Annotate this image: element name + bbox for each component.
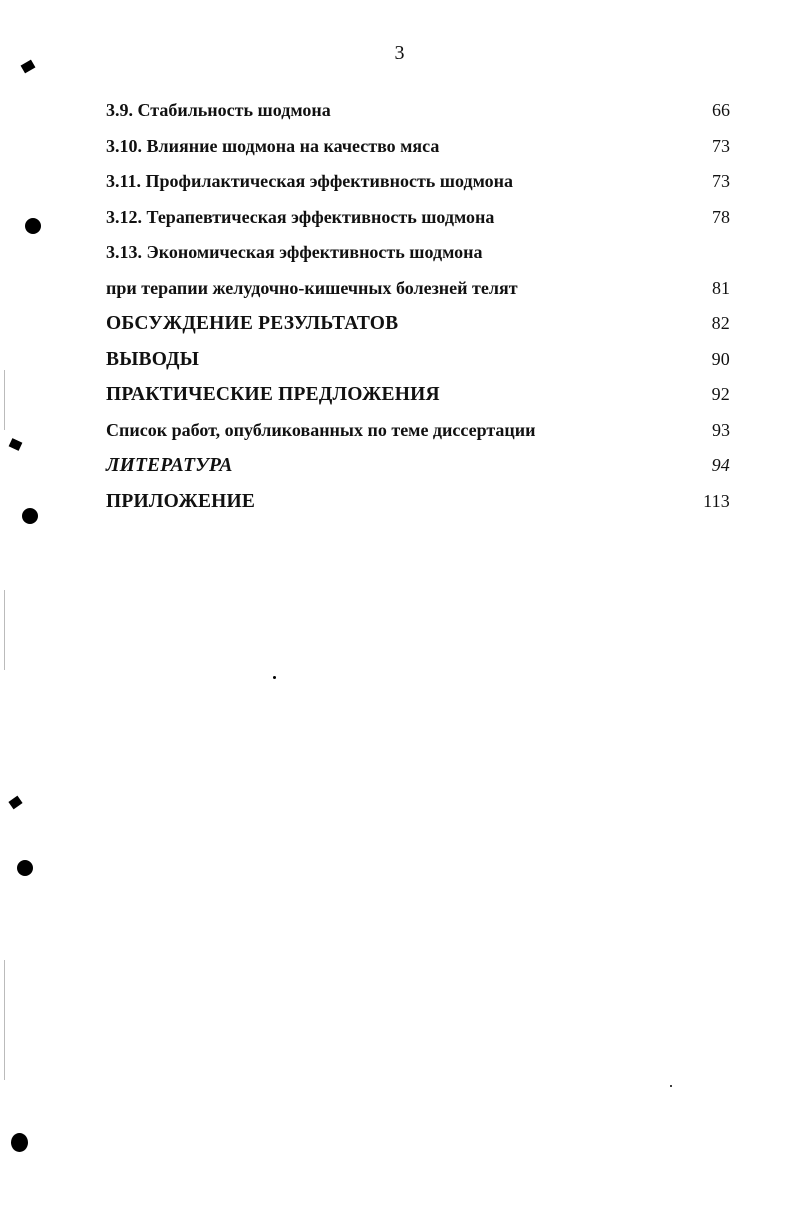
- toc-entry: [106, 129, 730, 165]
- scan-speck: [670, 1085, 672, 1087]
- toc-entry: [106, 200, 730, 236]
- scan-speck: [273, 676, 276, 679]
- toc-entry-page: 92: [711, 384, 730, 404]
- toc-entry-title: 3.11. Профилактическая эффективность шодмона: [106, 171, 513, 191]
- toc-entry-page: 90: [711, 348, 730, 369]
- toc-entry: [106, 164, 730, 200]
- table-of-contents: [106, 93, 730, 519]
- toc-entry: [106, 413, 730, 449]
- punch-hole: [25, 218, 41, 234]
- toc-entry-page: 82: [711, 313, 730, 333]
- toc-entry-page: 78: [712, 206, 730, 227]
- toc-entry: [106, 484, 730, 520]
- toc-entry-title: 3.13. Экономическая эффективность шодмона: [106, 242, 483, 262]
- toc-entry-page: 113: [703, 490, 730, 511]
- toc-entry: [106, 448, 730, 484]
- margin-mark: [4, 960, 5, 1080]
- toc-entry: [106, 93, 730, 129]
- toc-entry-title: ОБСУЖДЕНИЕ РЕЗУЛЬТАТОВ: [106, 313, 399, 334]
- toc-entry-title: 3.9. Стабильность шодмона: [106, 100, 331, 120]
- toc-entry-title: ПРАКТИЧЕСКИЕ ПРЕДЛОЖЕНИЯ: [106, 384, 440, 405]
- toc-entry-title: ПРИЛОЖЕНИЕ: [106, 490, 256, 512]
- toc-entry-title: при терапии желудочно-кишечных болезней телят: [106, 277, 518, 298]
- punch-hole: [17, 860, 33, 876]
- toc-entry: [106, 377, 730, 413]
- punch-hole: [22, 508, 38, 524]
- toc-entry-page: 66: [712, 100, 730, 120]
- toc-entry-page: 94: [711, 455, 730, 475]
- toc-entry-page: 93: [712, 419, 730, 440]
- punch-hole: [11, 1133, 28, 1152]
- toc-entry-title: ВЫВОДЫ: [106, 348, 200, 370]
- toc-entry-title: ЛИТЕРАТУРА: [106, 455, 233, 476]
- margin-mark: [4, 590, 5, 670]
- toc-entry-page: 81: [712, 277, 730, 298]
- page-number: 3: [394, 42, 405, 64]
- toc-entry: [106, 342, 730, 378]
- toc-entry-title: Список работ, опубликованных по теме диссертации: [106, 419, 536, 440]
- scan-speck: [8, 796, 22, 810]
- toc-entry: [106, 235, 730, 271]
- toc-entry-page: 73: [712, 135, 730, 156]
- toc-entry: [106, 306, 730, 342]
- toc-entry: [106, 271, 730, 307]
- toc-entry-page: 73: [712, 171, 730, 191]
- margin-mark: [4, 370, 5, 430]
- toc-entry-title: 3.10. Влияние шодмона на качество мяса: [106, 135, 440, 156]
- toc-entry-title: 3.12. Терапевтическая эффективность шодмона: [106, 206, 495, 227]
- scan-speck: [9, 438, 23, 451]
